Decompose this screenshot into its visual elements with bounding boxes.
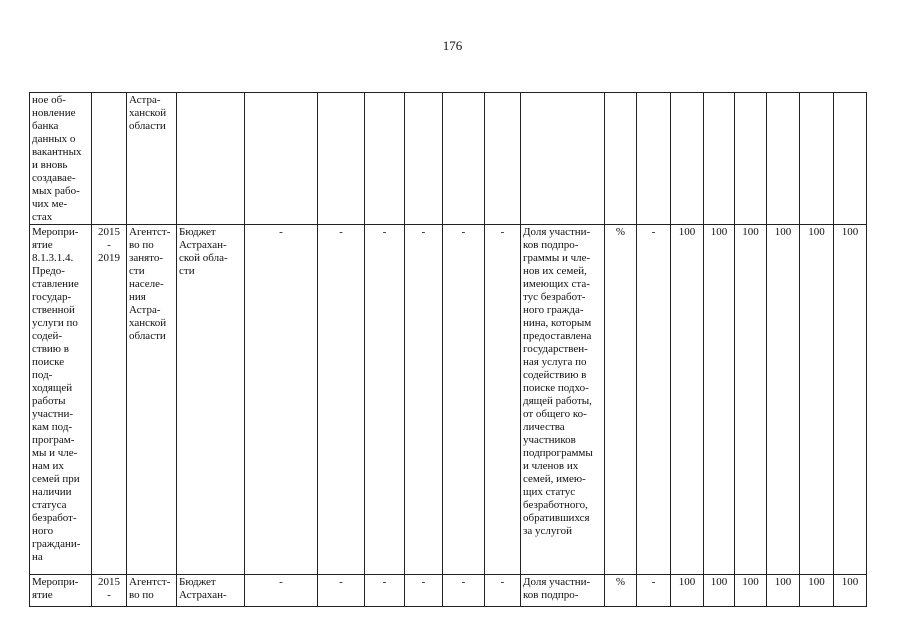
funding-amount-cell: - <box>443 575 485 607</box>
funding-amount-cell: - <box>485 225 521 575</box>
funding-source-cell <box>177 93 245 225</box>
page-number: 176 <box>442 38 463 53</box>
executor-cell-line: области <box>129 330 166 342</box>
indicator-cell-line: и членов их <box>523 460 579 472</box>
event-name-cell-line: ного <box>32 525 54 537</box>
indicator-cell-line: личества <box>523 421 565 433</box>
event-name-cell-line: под- <box>32 369 53 381</box>
indicator-cell-line: ная услуга по <box>523 356 587 368</box>
indicator-value-cell <box>800 93 834 225</box>
funding-source-cell-line: ской обла- <box>179 252 228 264</box>
event-name-cell-line: безработ- <box>32 512 77 524</box>
event-name-cell-line: данных о <box>32 133 76 145</box>
event-name-cell-line: новление <box>32 107 76 119</box>
indicator-value-cell: 100 <box>671 225 704 575</box>
event-name-cell-line: вакантных <box>32 146 82 158</box>
funding-amount-cell: - <box>443 225 485 575</box>
executor-cell-line: ханской <box>129 317 167 329</box>
table-row <box>30 225 867 575</box>
years-cell-line: 2015 <box>98 226 120 238</box>
funding-amount-cell <box>318 93 365 225</box>
event-name-cell-line: семей при <box>32 473 80 485</box>
indicator-value-cell: - <box>637 575 671 607</box>
executor-cell-line: ханской <box>129 107 167 119</box>
event-name-cell-line: ставление <box>32 278 79 290</box>
executor-cell-line: Агентст- <box>129 576 171 588</box>
funding-amount-cell <box>443 93 485 225</box>
funding-amount-cell: - <box>245 225 318 575</box>
indicator-value-cell: 100 <box>704 225 735 575</box>
event-name-cell-line: услуги по <box>32 317 78 329</box>
indicator-value-cell: - <box>637 225 671 575</box>
executor-cell-line: области <box>129 120 166 132</box>
event-name-cell-line: ствию в <box>32 343 69 355</box>
indicator-cell-line: поиске подхо- <box>523 382 589 394</box>
executor-cell-line: Астра- <box>129 304 161 316</box>
indicator-cell-line: имеющих ста- <box>523 278 590 290</box>
event-name-cell-line: граждани- <box>32 538 81 550</box>
funding-source-cell-line: Астрахан- <box>179 239 227 251</box>
event-name-cell-line: ятие <box>32 589 53 601</box>
funding-source-cell <box>177 225 245 575</box>
event-name-cell-line: нам их <box>32 460 64 472</box>
indicator-cell-line: нина, которым <box>523 317 592 329</box>
indicator-cell-line: участников <box>523 434 576 446</box>
years-cell-line: 2015 <box>98 576 120 588</box>
indicator-value-cell: 100 <box>704 575 735 607</box>
indicator-cell <box>521 93 605 225</box>
event-name-cell-line: поиске <box>32 356 65 368</box>
indicator-value-cell: 100 <box>800 575 834 607</box>
unit-cell <box>605 93 637 225</box>
event-name-cell-line: Предо- <box>32 265 65 277</box>
executor-cell-line: во по <box>129 589 154 601</box>
event-name-cell-line: програм- <box>32 434 75 446</box>
unit-cell: % <box>605 575 637 607</box>
indicator-value-cell: 100 <box>834 575 867 607</box>
years-cell-line: - <box>107 239 111 251</box>
indicator-cell-line: щих статус <box>523 486 576 498</box>
indicator-value-cell: 100 <box>735 575 767 607</box>
funding-amount-cell: - <box>245 575 318 607</box>
event-name-cell-line: ходящей <box>32 382 73 394</box>
event-name-cell-line: участни- <box>32 408 74 420</box>
executor-cell <box>127 225 177 575</box>
event-name-cell-line: мы и чле- <box>32 447 78 459</box>
event-name-cell-line: ное об- <box>32 94 66 106</box>
indicator-cell-line: государствен- <box>523 343 588 355</box>
event-name-cell <box>30 93 92 225</box>
indicator-cell-line: дящей работы, <box>523 395 592 407</box>
executor-cell-line: населе- <box>129 278 164 290</box>
funding-source-cell-line: Астрахан- <box>179 589 227 601</box>
unit-cell: % <box>605 225 637 575</box>
funding-amount-cell: - <box>405 575 443 607</box>
event-name-cell-line: Меропри- <box>32 226 79 238</box>
executor-cell-line: ния <box>129 291 146 303</box>
indicator-value-cell: 100 <box>767 575 800 607</box>
funding-amount-cell: - <box>318 575 365 607</box>
indicator-value-cell <box>637 93 671 225</box>
years-cell-line: 2019 <box>98 252 120 264</box>
funding-amount-cell <box>365 93 405 225</box>
indicator-cell-line: семей, имею- <box>523 473 586 485</box>
indicator-value-cell <box>671 93 704 225</box>
indicator-cell-line: содействию в <box>523 369 587 381</box>
indicator-cell-line: безработного, <box>523 499 588 511</box>
table-row <box>30 575 867 607</box>
table-row <box>30 93 867 225</box>
event-name-cell-line: кам под- <box>32 421 73 433</box>
event-name-cell-line: чих ме- <box>32 198 68 210</box>
indicator-cell <box>521 225 605 575</box>
event-name-cell-line: Меропри- <box>32 576 79 588</box>
program-table <box>29 92 867 607</box>
event-name-cell-line: мых рабо- <box>32 185 80 197</box>
indicator-cell <box>521 575 605 607</box>
indicator-cell-line: нов их семей, <box>523 265 587 277</box>
event-name-cell-line: стах <box>32 211 53 223</box>
event-name-cell-line: на <box>32 551 43 563</box>
funding-amount-cell <box>405 93 443 225</box>
funding-source-cell-line: сти <box>179 265 195 277</box>
funding-amount-cell: - <box>365 225 405 575</box>
indicator-cell-line: ков подпро- <box>523 589 579 601</box>
executor-cell <box>127 93 177 225</box>
indicator-value-cell <box>735 93 767 225</box>
event-name-cell-line: статуса <box>32 499 67 511</box>
indicator-value-cell: 100 <box>671 575 704 607</box>
indicator-cell-line: предоставлена <box>523 330 592 342</box>
indicator-cell-line: за услугой <box>523 525 572 537</box>
indicator-cell-line: Доля участни- <box>523 226 591 238</box>
indicator-cell-line: граммы и чле- <box>523 252 591 264</box>
indicator-value-cell: 100 <box>834 225 867 575</box>
funding-source-cell-line: Бюджет <box>179 226 216 238</box>
indicator-value-cell <box>704 93 735 225</box>
funding-source-cell <box>177 575 245 607</box>
event-name-cell-line: 8.1.3.1.4. <box>32 252 74 264</box>
indicator-cell-line: обратившихся <box>523 512 590 524</box>
indicator-cell-line: ков подпро- <box>523 239 579 251</box>
event-name-cell-line: банка <box>32 120 59 132</box>
event-name-cell-line: создавае- <box>32 172 76 184</box>
years-cell <box>92 225 127 575</box>
event-name-cell-line: работы <box>32 395 66 407</box>
event-name-cell-line: и вновь <box>32 159 68 171</box>
event-name-cell-line: содей- <box>32 330 63 342</box>
indicator-cell-line: подпрограммы <box>523 447 593 459</box>
event-name-cell-line: ятие <box>32 239 53 251</box>
funding-amount-cell: - <box>405 225 443 575</box>
executor-cell-line: Агентст- <box>129 226 171 238</box>
years-cell <box>92 575 127 607</box>
indicator-cell-line: от общего ко- <box>523 408 587 420</box>
executor-cell-line: во по <box>129 239 154 251</box>
indicator-value-cell <box>767 93 800 225</box>
indicator-cell-line: тус безработ- <box>523 291 586 303</box>
event-name-cell-line: государ- <box>32 291 72 303</box>
event-name-cell-line: наличии <box>32 486 72 498</box>
indicator-cell-line: ного гражда- <box>523 304 584 316</box>
funding-source-cell-line: Бюджет <box>179 576 216 588</box>
event-name-cell <box>30 575 92 607</box>
funding-amount-cell: - <box>365 575 405 607</box>
indicator-value-cell: 100 <box>735 225 767 575</box>
indicator-cell-line: Доля участни- <box>523 576 591 588</box>
executor-cell-line: сти <box>129 265 145 277</box>
funding-amount-cell: - <box>318 225 365 575</box>
executor-cell-line: Астра- <box>129 94 161 106</box>
indicator-value-cell <box>834 93 867 225</box>
event-name-cell-line: ственной <box>32 304 75 316</box>
executor-cell-line: занято- <box>129 252 163 264</box>
funding-amount-cell <box>485 93 521 225</box>
years-cell <box>92 93 127 225</box>
executor-cell <box>127 575 177 607</box>
event-name-cell <box>30 225 92 575</box>
indicator-value-cell: 100 <box>800 225 834 575</box>
years-cell-line: - <box>107 589 111 601</box>
funding-amount-cell <box>245 93 318 225</box>
funding-amount-cell: - <box>485 575 521 607</box>
indicator-value-cell: 100 <box>767 225 800 575</box>
